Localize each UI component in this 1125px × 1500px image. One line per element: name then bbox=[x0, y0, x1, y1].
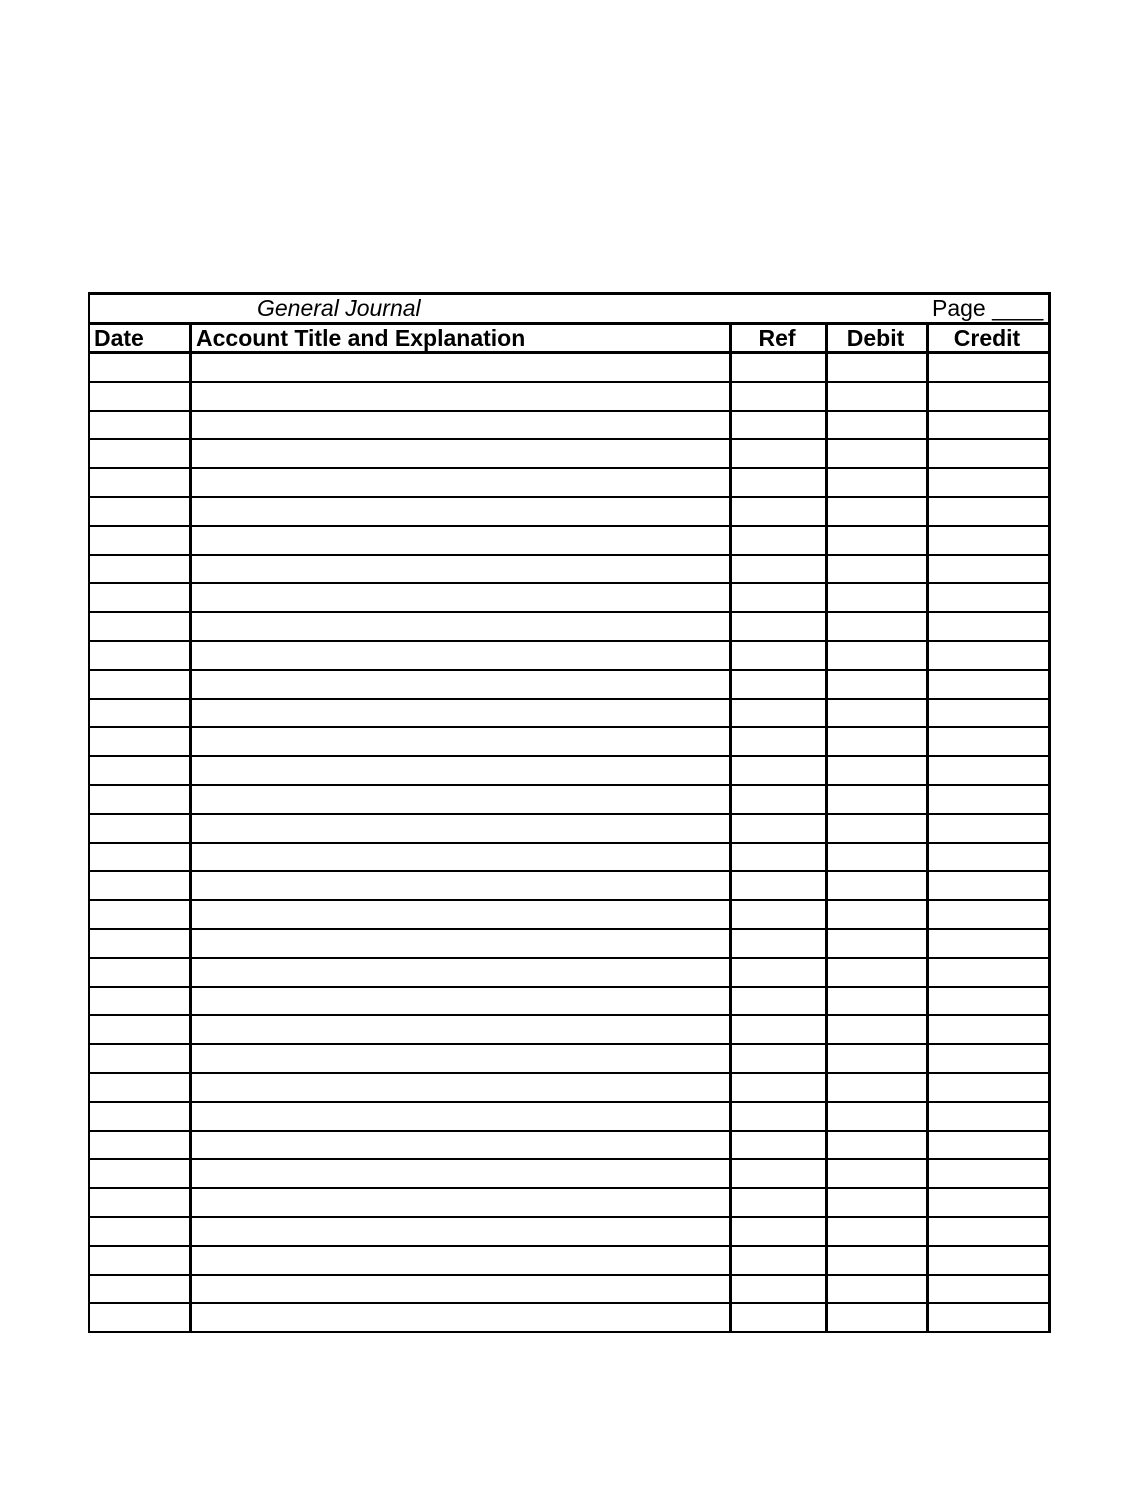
cell-debit[interactable] bbox=[828, 1189, 926, 1216]
cell-date[interactable] bbox=[91, 383, 189, 410]
cell-debit[interactable] bbox=[828, 383, 926, 410]
table-bottom-border bbox=[88, 1331, 1050, 1333]
cell-debit[interactable] bbox=[828, 412, 926, 438]
cell-account[interactable] bbox=[192, 412, 729, 438]
cell-account[interactable] bbox=[192, 354, 729, 381]
cell-credit[interactable] bbox=[929, 1074, 1048, 1101]
cell-ref[interactable] bbox=[732, 412, 825, 438]
cell-date[interactable] bbox=[91, 412, 189, 438]
cell-credit[interactable] bbox=[929, 700, 1048, 726]
cell-credit[interactable] bbox=[929, 1276, 1048, 1302]
cell-debit[interactable] bbox=[828, 556, 926, 582]
cell-credit[interactable] bbox=[929, 383, 1048, 410]
cell-date[interactable] bbox=[91, 556, 189, 582]
cell-credit[interactable] bbox=[929, 1103, 1048, 1130]
cell-ref[interactable] bbox=[732, 959, 825, 986]
cell-debit[interactable] bbox=[828, 1304, 926, 1331]
cell-credit[interactable] bbox=[929, 901, 1048, 928]
cell-account[interactable] bbox=[192, 1276, 729, 1302]
cell-account[interactable] bbox=[192, 815, 729, 842]
cell-debit[interactable] bbox=[828, 728, 926, 755]
cell-ref[interactable] bbox=[732, 1074, 825, 1101]
column-header-ref: Ref bbox=[758, 325, 796, 351]
cell-date[interactable] bbox=[91, 1218, 189, 1245]
cell-account[interactable] bbox=[192, 527, 729, 554]
frame-top-border bbox=[88, 292, 1050, 295]
cell-debit[interactable] bbox=[828, 642, 926, 669]
cell-ref[interactable] bbox=[732, 901, 825, 928]
cell-credit[interactable] bbox=[929, 1218, 1048, 1245]
cell-account[interactable] bbox=[192, 1132, 729, 1158]
cell-ref[interactable] bbox=[732, 930, 825, 957]
journal-title: General Journal bbox=[257, 295, 421, 321]
cell-date[interactable] bbox=[91, 440, 189, 467]
page-number-label: Page ____ bbox=[932, 295, 1044, 321]
cell-debit[interactable] bbox=[828, 1103, 926, 1130]
cell-credit[interactable] bbox=[929, 872, 1048, 899]
cell-credit[interactable] bbox=[929, 1016, 1048, 1043]
cell-ref[interactable] bbox=[732, 988, 825, 1014]
cell-ref[interactable] bbox=[732, 757, 825, 784]
cell-debit[interactable] bbox=[828, 469, 926, 496]
cell-credit[interactable] bbox=[929, 988, 1048, 1014]
cell-date[interactable] bbox=[91, 642, 189, 669]
cell-ref[interactable] bbox=[732, 728, 825, 755]
cell-ref[interactable] bbox=[732, 1103, 825, 1130]
cell-account[interactable] bbox=[192, 844, 729, 870]
cell-ref[interactable] bbox=[732, 354, 825, 381]
cell-credit[interactable] bbox=[929, 815, 1048, 842]
cell-debit[interactable] bbox=[828, 786, 926, 813]
column-header-debit: Debit bbox=[846, 325, 905, 351]
cell-credit[interactable] bbox=[929, 584, 1048, 611]
cell-ref[interactable] bbox=[732, 613, 825, 640]
cell-date[interactable] bbox=[91, 1189, 189, 1216]
cell-account[interactable] bbox=[192, 728, 729, 755]
cell-ref[interactable] bbox=[732, 584, 825, 611]
cell-ref[interactable] bbox=[732, 1218, 825, 1245]
cell-ref[interactable] bbox=[732, 1045, 825, 1072]
cell-date[interactable] bbox=[91, 1103, 189, 1130]
cell-date[interactable] bbox=[91, 786, 189, 813]
cell-debit[interactable] bbox=[828, 959, 926, 986]
cell-debit[interactable] bbox=[828, 527, 926, 554]
cell-account[interactable] bbox=[192, 1045, 729, 1072]
cell-debit[interactable] bbox=[828, 988, 926, 1014]
cell-date[interactable] bbox=[91, 1074, 189, 1101]
cell-account[interactable] bbox=[192, 440, 729, 467]
cell-date[interactable] bbox=[91, 354, 189, 381]
cell-debit[interactable] bbox=[828, 440, 926, 467]
cell-date[interactable] bbox=[91, 1247, 189, 1274]
cell-account[interactable] bbox=[192, 700, 729, 726]
cell-account[interactable] bbox=[192, 901, 729, 928]
cell-credit[interactable] bbox=[929, 930, 1048, 957]
cell-date[interactable] bbox=[91, 1160, 189, 1187]
cell-ref[interactable] bbox=[732, 469, 825, 496]
cell-account[interactable] bbox=[192, 1074, 729, 1101]
cell-account[interactable] bbox=[192, 930, 729, 957]
cell-date[interactable] bbox=[91, 988, 189, 1014]
cell-ref[interactable] bbox=[732, 1160, 825, 1187]
cell-account[interactable] bbox=[192, 1218, 729, 1245]
cell-ref[interactable] bbox=[732, 556, 825, 582]
cell-date[interactable] bbox=[91, 498, 189, 525]
cell-account[interactable] bbox=[192, 1160, 729, 1187]
cell-date[interactable] bbox=[91, 728, 189, 755]
cell-date[interactable] bbox=[91, 757, 189, 784]
cell-ref[interactable] bbox=[732, 1016, 825, 1043]
cell-ref[interactable] bbox=[732, 1189, 825, 1216]
column-header-credit: Credit bbox=[953, 325, 1021, 351]
cell-ref[interactable] bbox=[732, 786, 825, 813]
cell-debit[interactable] bbox=[828, 1218, 926, 1245]
cell-credit[interactable] bbox=[929, 642, 1048, 669]
cell-account[interactable] bbox=[192, 383, 729, 410]
cell-credit[interactable] bbox=[929, 412, 1048, 438]
cell-debit[interactable] bbox=[828, 901, 926, 928]
cell-date[interactable] bbox=[91, 527, 189, 554]
cell-credit[interactable] bbox=[929, 1189, 1048, 1216]
cell-account[interactable] bbox=[192, 959, 729, 986]
cell-debit[interactable] bbox=[828, 700, 926, 726]
cell-credit[interactable] bbox=[929, 527, 1048, 554]
cell-ref[interactable] bbox=[732, 383, 825, 410]
cell-date[interactable] bbox=[91, 1276, 189, 1302]
cell-ref[interactable] bbox=[732, 498, 825, 525]
cell-debit[interactable] bbox=[828, 1132, 926, 1158]
cell-credit[interactable] bbox=[929, 844, 1048, 870]
cell-ref[interactable] bbox=[732, 1304, 825, 1331]
cell-date[interactable] bbox=[91, 700, 189, 726]
cell-credit[interactable] bbox=[929, 1132, 1048, 1158]
cell-credit[interactable] bbox=[929, 498, 1048, 525]
cell-date[interactable] bbox=[91, 1304, 189, 1331]
cell-debit[interactable] bbox=[828, 1074, 926, 1101]
cell-date[interactable] bbox=[91, 872, 189, 899]
cell-date[interactable] bbox=[91, 901, 189, 928]
cell-credit[interactable] bbox=[929, 1304, 1048, 1331]
cell-debit[interactable] bbox=[828, 613, 926, 640]
cell-date[interactable] bbox=[91, 844, 189, 870]
cell-date[interactable] bbox=[91, 613, 189, 640]
cell-ref[interactable] bbox=[732, 700, 825, 726]
cell-date[interactable] bbox=[91, 1016, 189, 1043]
cell-credit[interactable] bbox=[929, 613, 1048, 640]
cell-ref[interactable] bbox=[732, 844, 825, 870]
cell-date[interactable] bbox=[91, 671, 189, 698]
cell-account[interactable] bbox=[192, 757, 729, 784]
cell-account[interactable] bbox=[192, 1103, 729, 1130]
cell-debit[interactable] bbox=[828, 1276, 926, 1302]
cell-account[interactable] bbox=[192, 498, 729, 525]
cell-debit[interactable] bbox=[828, 1045, 926, 1072]
cell-credit[interactable] bbox=[929, 959, 1048, 986]
cell-debit[interactable] bbox=[828, 930, 926, 957]
cell-credit[interactable] bbox=[929, 1045, 1048, 1072]
cell-credit[interactable] bbox=[929, 1160, 1048, 1187]
cell-ref[interactable] bbox=[732, 671, 825, 698]
cell-account[interactable] bbox=[192, 613, 729, 640]
cell-account[interactable] bbox=[192, 1304, 729, 1331]
cell-ref[interactable] bbox=[732, 1247, 825, 1274]
cell-ref[interactable] bbox=[732, 527, 825, 554]
cell-credit[interactable] bbox=[929, 1247, 1048, 1274]
cell-account[interactable] bbox=[192, 556, 729, 582]
cell-date[interactable] bbox=[91, 1045, 189, 1072]
cell-date[interactable] bbox=[91, 469, 189, 496]
cell-credit[interactable] bbox=[929, 728, 1048, 755]
cell-credit[interactable] bbox=[929, 469, 1048, 496]
cell-account[interactable] bbox=[192, 872, 729, 899]
cell-account[interactable] bbox=[192, 1016, 729, 1043]
cell-credit[interactable] bbox=[929, 354, 1048, 381]
cell-credit[interactable] bbox=[929, 786, 1048, 813]
title-row-divider bbox=[88, 322, 1050, 325]
cell-account[interactable] bbox=[192, 988, 729, 1014]
cell-date[interactable] bbox=[91, 959, 189, 986]
cell-account[interactable] bbox=[192, 469, 729, 496]
cell-credit[interactable] bbox=[929, 671, 1048, 698]
cell-ref[interactable] bbox=[732, 1132, 825, 1158]
cell-date[interactable] bbox=[91, 815, 189, 842]
cell-account[interactable] bbox=[192, 1189, 729, 1216]
column-header-date: Date bbox=[94, 325, 144, 351]
cell-credit[interactable] bbox=[929, 440, 1048, 467]
cell-credit[interactable] bbox=[929, 757, 1048, 784]
cell-ref[interactable] bbox=[732, 872, 825, 899]
cell-credit[interactable] bbox=[929, 556, 1048, 582]
cell-ref[interactable] bbox=[732, 815, 825, 842]
cell-debit[interactable] bbox=[828, 815, 926, 842]
cell-account[interactable] bbox=[192, 1247, 729, 1274]
cell-ref[interactable] bbox=[732, 1276, 825, 1302]
cell-account[interactable] bbox=[192, 671, 729, 698]
cell-debit[interactable] bbox=[828, 872, 926, 899]
cell-ref[interactable] bbox=[732, 642, 825, 669]
general-journal-form bbox=[88, 292, 1050, 1333]
cell-debit[interactable] bbox=[828, 1160, 926, 1187]
cell-debit[interactable] bbox=[828, 498, 926, 525]
cell-debit[interactable] bbox=[828, 1247, 926, 1274]
cell-account[interactable] bbox=[192, 642, 729, 669]
column-header-account-title: Account Title and Explanation bbox=[196, 325, 526, 351]
cell-debit[interactable] bbox=[828, 757, 926, 784]
cell-debit[interactable] bbox=[828, 1016, 926, 1043]
cell-account[interactable] bbox=[192, 584, 729, 611]
cell-ref[interactable] bbox=[732, 440, 825, 467]
cell-debit[interactable] bbox=[828, 844, 926, 870]
cell-date[interactable] bbox=[91, 1132, 189, 1158]
cell-debit[interactable] bbox=[828, 354, 926, 381]
cell-date[interactable] bbox=[91, 930, 189, 957]
cell-date[interactable] bbox=[91, 584, 189, 611]
cell-debit[interactable] bbox=[828, 671, 926, 698]
cell-debit[interactable] bbox=[828, 584, 926, 611]
cell-account[interactable] bbox=[192, 786, 729, 813]
